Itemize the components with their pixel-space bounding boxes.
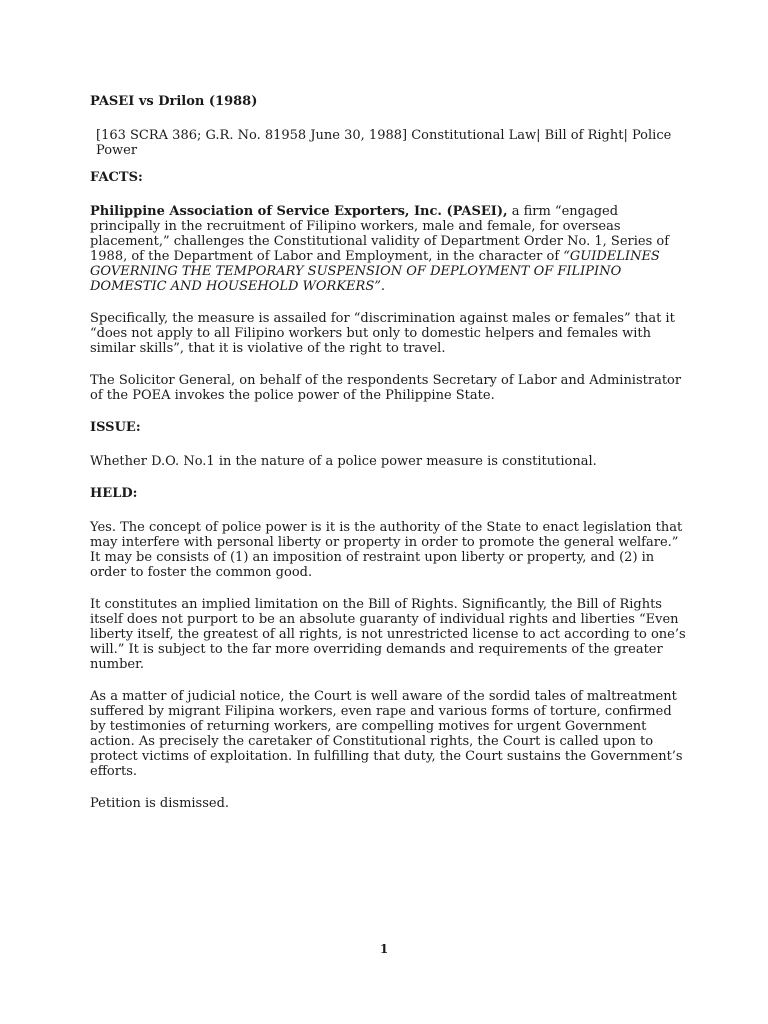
facts-paragraph-3: The Solicitor General, on behalf of the respondents Secretary of Labor and Administrator of the POEA invokes the police power of the Philippine State. [90,373,682,403]
issue-paragraph: Whether D.O. No.1 in the nature of a police power measure is constitutional. [90,454,597,469]
held-paragraph-3: As a matter of judicial notice, the Court is well aware of the sordid tales of maltreatment suffered by migrant Filipina workers, even rape and various forms of torture, confirmed by testimonies of returning workers, are compelling motives for urgent Government action. As precisely the caretaker of Constitutional rights, the Court is called upon to protect victims of exploitation. In fulfilling that duty, the Court sustains the Government’s efforts. [90,689,683,779]
document-body [90,94,690,828]
facts-heading: FACTS: [90,170,143,185]
case-citation: [163 SCRA 386; G.R. No. 81958 June 30, 1988] Constitutional Law| Bill of Right| Police Power [96,128,672,158]
department-order-title: “GUIDELINES GOVERNING THE TEMPORARY SUSPENSION OF DEPLOYMENT OF FILIPINO DOMESTIC AND HOUSEHOLD WORKERS” [90,249,660,294]
page-number: 1 [379,942,389,956]
petitioner-name: Philippine Association of Service Exporters, Inc. (PASEI), [90,204,508,219]
facts-paragraph-2: Specifically, the measure is assailed for “discrimination against males or females” that it “does not apply to all Filipino workers but only to domestic helpers and females with similar skills”, that it is violative of the right to travel. [90,311,675,356]
facts-paragraph-1-text: a firm “engaged principally in the recruitment of Filipino workers, male and female, for overseas placement,” challenges the Constitutional validity of Department Order No. 1, Series of 1988, of the Department of Labor and Employment, in the character of [90,204,670,264]
facts-paragraph-1-end: . [380,279,386,294]
held-paragraph-2: It constitutes an implied limitation on the Bill of Rights. Significantly, the Bill of Rights itself does not purport to be an absolute guaranty of individual rights and liberties “Even liberty itself, the greatest of all rights, is not unrestricted license to act according to one’s will.” It is subject to the far more overriding demands and requirements of the greater number. [90,597,686,672]
document-title: PASEI vs Drilon (1988) [90,94,258,109]
held-paragraph-1: Yes. The concept of police power is it is the authority of the State to enact legislation that may interfere with personal liberty or property in order to promote the general welfare.” It may be consists of (1) an imposition of restraint upon liberty or property, and (2) in order to foster the common good. [90,520,683,580]
facts-paragraph-1 [90,204,690,294]
held-paragraph-4: Petition is dismissed. [90,796,230,811]
issue-heading: ISSUE: [90,420,141,435]
held-heading: HELD: [90,486,138,501]
